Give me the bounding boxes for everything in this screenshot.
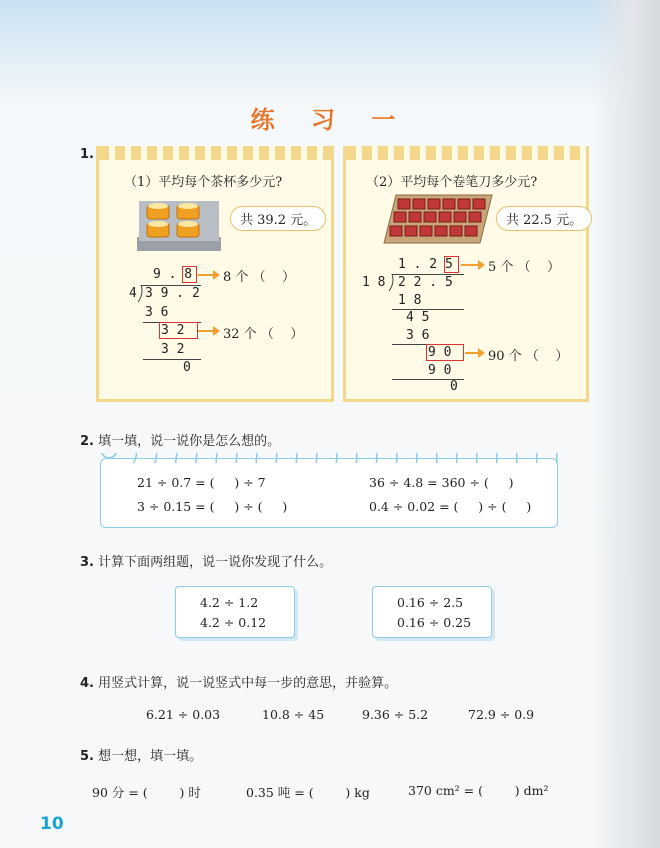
q5-text: 想一想，填一填。	[98, 749, 203, 764]
q1-part2-step-4: 9 0	[428, 345, 452, 360]
q1-part1-bubble: 共 39.2 元。	[230, 206, 326, 231]
q1-part2-step-2: 4 5	[406, 310, 430, 325]
q1-part1-arrow-2	[198, 330, 214, 332]
q1-part2-annotation-2: 90 个 （ ）	[488, 349, 569, 364]
q1-part2-divisor: 1 8	[362, 275, 386, 290]
q3-heading	[80, 551, 332, 570]
pencil-sharpener-box-image	[382, 193, 494, 247]
q1-panel-left	[96, 146, 334, 402]
q3-card-left	[175, 586, 295, 638]
page-title: 练 习 一	[250, 106, 410, 134]
q3-text: 计算下面两组题，说一说你发现了什么。	[98, 555, 333, 570]
q5-item-2: 0.35 吨 = ( ) kg	[246, 785, 370, 800]
q1-part2-arrow-1	[461, 264, 479, 266]
q1-number: 1.	[80, 147, 94, 162]
q2-heading	[80, 430, 280, 449]
q1-part2-step-5: 9 0	[428, 363, 452, 378]
division-bracket	[137, 285, 145, 303]
q1-part1-remainder: 0	[183, 360, 191, 375]
wave-border	[99, 453, 559, 463]
q5-heading	[80, 745, 202, 764]
q4-item-1: 6.21 ÷ 0.03	[146, 707, 221, 722]
q4-number: 4.	[80, 676, 94, 691]
division-bracket	[388, 274, 396, 292]
q2-box	[100, 458, 558, 528]
q1-part2-step-3: 3 6	[406, 328, 430, 343]
q1-part1-arrow-1	[198, 274, 214, 276]
q4-item-3: 9.36 ÷ 5.2	[362, 707, 429, 722]
q1-part1-highlight-1	[182, 266, 197, 283]
q3-left-2: 4.2 ÷ 0.12	[200, 615, 267, 630]
q2-number: 2.	[80, 434, 94, 449]
q1-part2-step-1: 1 8	[398, 293, 422, 308]
q4-heading	[80, 672, 397, 691]
q1-part1-step-1: 3 6	[145, 305, 169, 320]
q2-text: 填一填，说一说你是怎么想的。	[98, 434, 281, 449]
q3-number: 3.	[80, 555, 94, 570]
step-line	[143, 359, 201, 360]
q1-part1-dividend: 3 9 . 2	[145, 286, 200, 301]
q1-part2-arrow-2	[465, 352, 479, 354]
q4-item-4: 72.9 ÷ 0.9	[468, 707, 535, 722]
q1-part2-dividend: 2 2 . 5	[398, 275, 453, 290]
panel-decor-top	[99, 146, 331, 160]
q1-part1-highlight-2	[159, 322, 198, 339]
q2-eq-4: 0.4 ÷ 0.02 = ( ) ÷ ( )	[369, 499, 532, 514]
q5-number: 5.	[80, 749, 94, 764]
teacup-tray-image	[135, 197, 223, 255]
q3-right-2: 0.16 ÷ 0.25	[397, 615, 472, 630]
q1-panel-right	[343, 146, 589, 402]
q1-part1-annotation-1: 8 个 （ ）	[223, 270, 296, 285]
q5-item-1: 90 分 = ( ) 时	[92, 785, 201, 800]
page-number: 10	[40, 814, 64, 834]
q1-part2-quotient: 1 . 2 5	[398, 257, 453, 272]
q2-eq-1: 21 ÷ 0.7 = ( ) ÷ 7	[137, 475, 266, 490]
q2-eq-3: 36 ÷ 4.8 = 360 ÷ ( )	[369, 475, 514, 490]
q1-part2-highlight-1	[444, 256, 459, 273]
q4-text: 用竖式计算，说一说竖式中每一步的意思，并验算。	[98, 676, 398, 691]
q3-left-1: 4.2 ÷ 1.2	[200, 595, 259, 610]
panel-decor-top	[346, 146, 586, 160]
q1-part1-step-2: 3 2	[161, 323, 185, 338]
q1-part2-annotation-1: 5 个 （ ）	[488, 260, 561, 275]
q1-part2-question: （2）平均每个卷笔刀多少元?	[366, 175, 538, 190]
q5-item-3: 370 cm² = ( ) dm²	[408, 783, 549, 798]
q1-part2-highlight-2	[426, 344, 464, 361]
q3-card-right	[372, 586, 492, 638]
q1-part1-quotient: 9 . 8	[153, 267, 193, 282]
q1-part2-bubble: 共 22.5 元。	[496, 206, 592, 231]
q2-eq-2: 3 ÷ 0.15 = ( ) ÷ ( )	[137, 499, 288, 514]
q1-part2-remainder: 0	[450, 379, 458, 394]
q1-part1-question: （1）平均每个茶杯多少元?	[124, 175, 283, 190]
q4-item-2: 10.8 ÷ 45	[262, 707, 325, 722]
q1-part1-step-3: 3 2	[161, 342, 185, 357]
q3-right-1: 0.16 ÷ 2.5	[397, 595, 464, 610]
q1-part1-annotation-2: 32 个 （ ）	[223, 327, 304, 342]
q1-part1-divisor: 4	[129, 286, 137, 301]
